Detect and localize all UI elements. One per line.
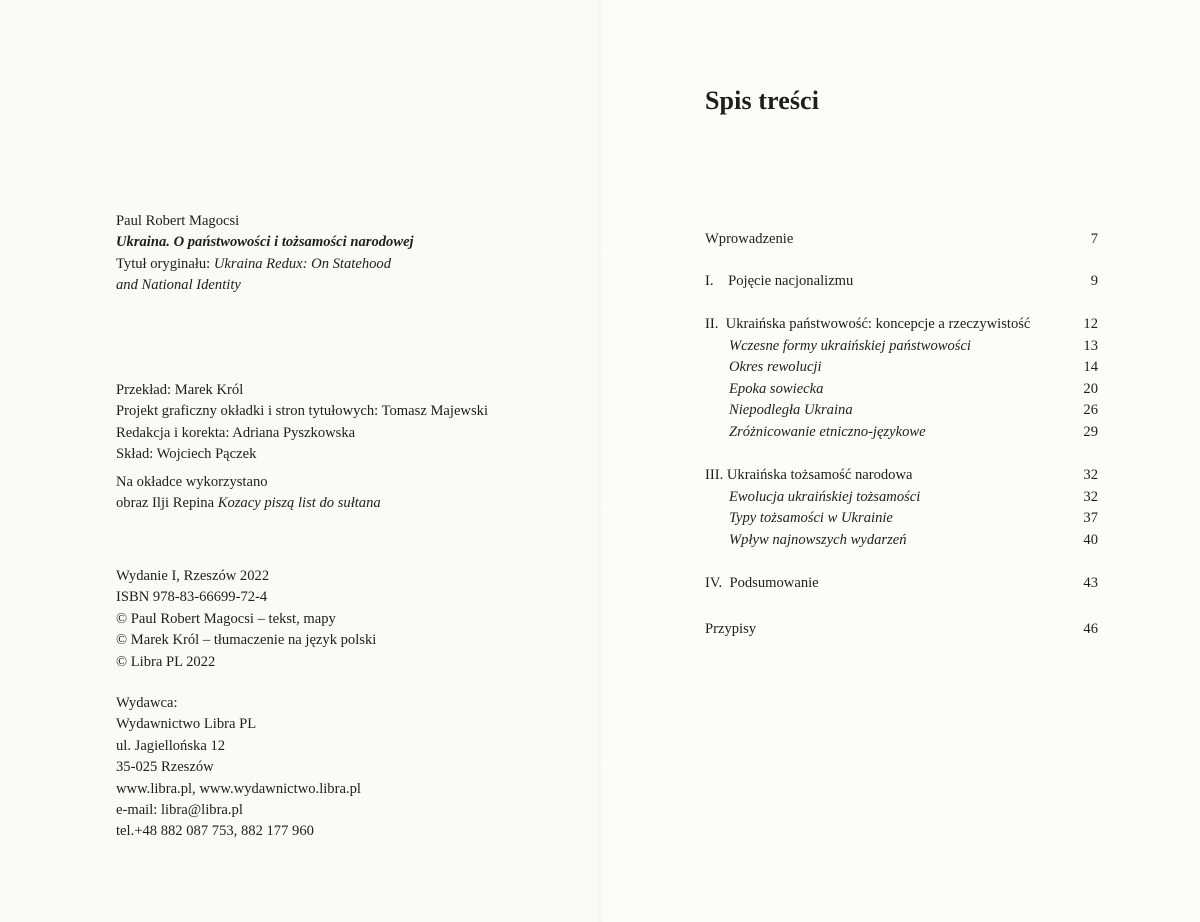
edition-block — [116, 566, 376, 673]
toc-entry-page: 29 — [1083, 424, 1098, 440]
author-title-block — [116, 211, 414, 297]
toc-entry-page: 46 — [1083, 621, 1098, 637]
toc-entry-page: 13 — [1083, 338, 1098, 354]
toc-entry-page: 32 — [1083, 489, 1098, 505]
publisher-city: 35-025 Rzeszów — [116, 759, 214, 776]
toc-subentry — [705, 530, 1098, 551]
original-title-prefix: Tytuł oryginału: — [116, 255, 214, 272]
toc-entry-label: Epoka sowiecka — [729, 381, 824, 397]
painting-title: Kozacy piszą list do sułtana — [217, 495, 381, 512]
credit-editing: Redakcja i korekta: Adriana Pyszkowska — [116, 424, 356, 441]
cover-note-prefix: obraz Ilji Repina — [116, 495, 218, 512]
toc-entry-notes — [705, 619, 1098, 640]
toc-subentry — [705, 379, 1098, 400]
original-title-line-1 — [116, 254, 414, 275]
cover-note-line-2 — [116, 493, 381, 514]
toc-entry-page: 14 — [1083, 359, 1098, 375]
toc-entry-label: Okres rewolucji — [729, 359, 822, 375]
credit-cover-design: Projekt graficzny okładki i stron tytułowych: Tomasz Majewski — [116, 403, 488, 420]
publisher-websites: www.libra.pl, www.wydawnictwo.libra.pl — [116, 780, 361, 797]
book-title: Ukraina. O państwowości i tożsamości narodowej — [116, 234, 414, 251]
toc-entry-page: 9 — [1090, 273, 1098, 289]
author-name: Paul Robert Magocsi — [116, 213, 240, 229]
toc-entry-page: 20 — [1083, 381, 1098, 397]
toc-subentry — [705, 508, 1098, 529]
toc-subentry — [705, 487, 1098, 508]
copyright-publisher: © Libra PL 2022 — [116, 653, 216, 670]
book-gutter — [596, 0, 604, 922]
toc-entry-chapter-1 — [705, 271, 1098, 292]
copyright-translator: © Marek Król – tłumaczenie na język polski — [116, 632, 377, 649]
toc-entry-chapter-4 — [705, 573, 1098, 594]
toc-entry-chapter-3 — [705, 465, 1098, 486]
toc-subentry — [705, 336, 1098, 357]
publisher-email: e-mail: libra@libra.pl — [116, 802, 243, 819]
toc-entry-chapter-2 — [705, 314, 1098, 335]
original-title-part-2: and National Identity — [116, 277, 241, 294]
cover-note-block — [116, 472, 381, 515]
credit-translation: Przekład: Marek Król — [116, 382, 244, 398]
toc-entry-page: 26 — [1083, 402, 1098, 418]
toc-entry-label: Wpływ najnowszych wydarzeń — [729, 532, 907, 548]
toc-subentry — [705, 357, 1098, 378]
toc-entry-label: II. Ukraińska państwowość: koncepcje a rzeczywistość — [705, 316, 1031, 332]
toc-title: Spis treści — [705, 86, 820, 115]
toc-entry-label: Niepodległa Ukraina — [729, 402, 853, 418]
toc-entry-page: 12 — [1083, 316, 1098, 332]
edition-info: Wydanie I, Rzeszów 2022 — [116, 568, 270, 584]
toc-entry-label: IV. Podsumowanie — [705, 575, 819, 591]
publisher-street: ul. Jagiellońska 12 — [116, 737, 226, 754]
toc-entry-label: Wprowadzenie — [705, 231, 794, 247]
original-title-part-1: Ukraina Redux: On Statehood — [213, 255, 392, 272]
cover-note-line-1: Na okładce wykorzystano — [116, 474, 268, 490]
toc-subentry — [705, 400, 1098, 421]
credit-typesetting: Skład: Wojciech Pączek — [116, 446, 257, 463]
right-page — [600, 0, 1200, 922]
toc-entry-introduction — [705, 229, 1098, 250]
toc-entry-label: Ewolucja ukraińskiej tożsamości — [729, 489, 921, 505]
publisher-block — [116, 693, 361, 843]
credits-block — [116, 380, 488, 466]
publisher-name: Wydawnictwo Libra PL — [116, 716, 257, 733]
publisher-phone: tel.+48 882 087 753, 882 177 960 — [116, 823, 314, 840]
isbn: ISBN 978-83-66699-72-4 — [116, 589, 268, 606]
toc-entry-page: 7 — [1090, 231, 1098, 247]
toc-entry-label: I. Pojęcie nacjonalizmu — [705, 273, 854, 289]
toc-entry-page: 43 — [1083, 575, 1098, 591]
toc-entry-page: 37 — [1083, 510, 1098, 526]
toc-entry-page: 40 — [1083, 532, 1098, 548]
copyright-author: © Paul Robert Magocsi – tekst, mapy — [116, 610, 336, 627]
toc-subentry — [705, 422, 1098, 443]
toc-entry-label: III. Ukraińska tożsamość narodowa — [705, 467, 913, 483]
publisher-label: Wydawca: — [116, 695, 178, 711]
toc-entry-label: Przypisy — [705, 621, 757, 637]
toc-entry-label: Wczesne formy ukraińskiej państwowości — [729, 338, 971, 354]
toc-entry-page: 32 — [1083, 467, 1098, 483]
toc-entry-label: Zróżnicowanie etniczno-językowe — [729, 424, 926, 440]
toc-entry-label: Typy tożsamości w Ukrainie — [729, 510, 893, 526]
